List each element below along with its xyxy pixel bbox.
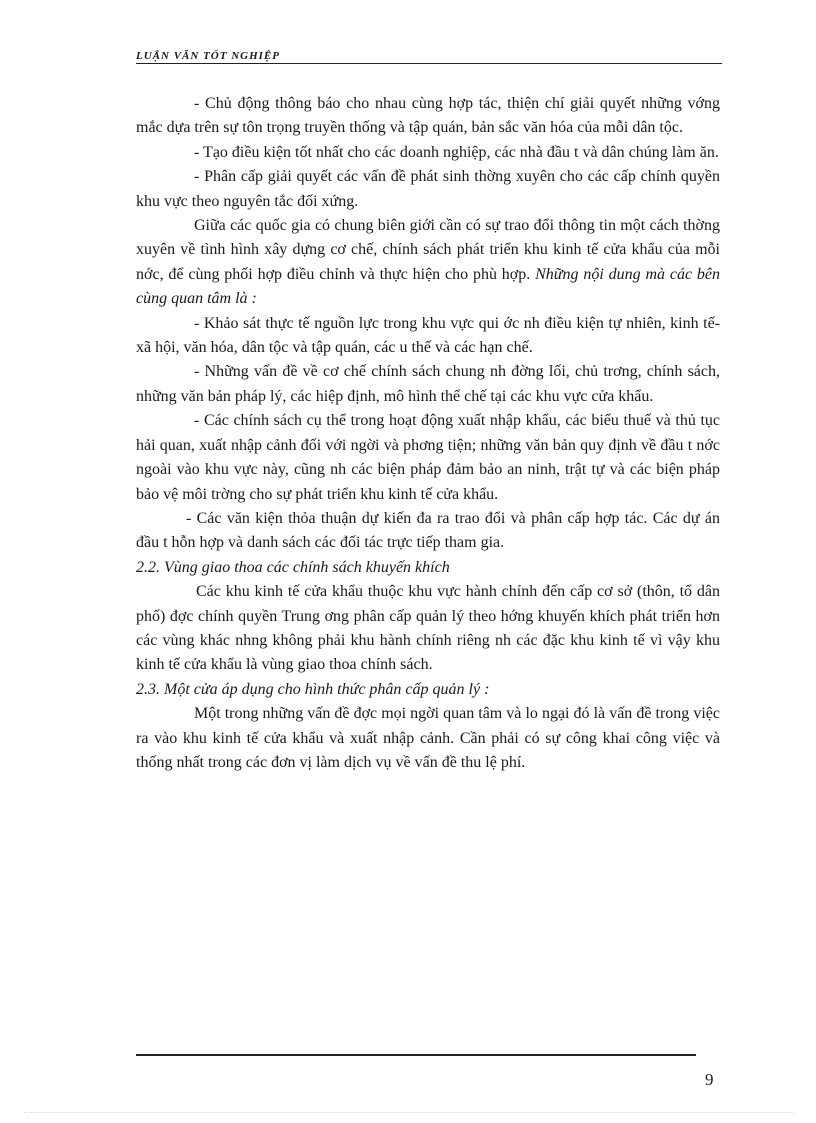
paragraph: - Những vấn đề về cơ chế chính sách chung nh đờng lối, chủ trơng, chính sách, những văn bản pháp lý, các hiệp định, mô hình thể chế tại các khu vực cửa khẩu.	[136, 363, 720, 405]
header-title: LUẬN VĂN TỐT NGHIỆP	[136, 50, 280, 62]
section-heading-2-2: 2.2. Vùng giao thoa các chính sách khuyến khích	[136, 558, 450, 576]
page-number: 9	[705, 1070, 714, 1089]
paragraph: - Phân cấp giải quyết các vấn đề phát sinh thờng xuyên cho các cấp chính quyền khu vực theo nguyên tắc đối xứng.	[136, 168, 720, 210]
page-bottom-border	[24, 1112, 794, 1113]
footer-rule	[136, 1054, 696, 1056]
italic-lead: Những nội dung mà các bên cùng quan tâm là :	[136, 265, 721, 308]
paragraph: - Chủ động thông báo cho nhau cùng hợp tác, thiện chí giải quyết những vớng mắc dựa trên sự tôn trọng truyền thống và tập quán, bản sắc văn hóa của mỗi dân tộc.	[136, 95, 720, 137]
header-rule	[136, 63, 722, 64]
section-heading-2-3: 2.3. Một cửa áp dụng cho hình thức phân cấp quản lý :	[136, 680, 490, 698]
paragraph: - Tạo điều kiện tốt nhất cho các doanh nghiệp, các nhà đầu t và dân chúng làm ăn.	[194, 143, 719, 161]
page-header	[136, 50, 722, 68]
paragraph: - Các văn kiện thỏa thuận dự kiến đa ra trao đổi và phân cấp hợp tác. Các dự án đầu t hỗn hợp và danh sách các đối tác trực tiếp tham gia.	[136, 509, 720, 552]
paragraph: - Các chính sách cụ thể trong hoạt động xuất nhập khẩu, các biểu thuế và thủ tục hải quan, xuất nhập cảnh đối với ngời và phơng tiện; những văn bản quy định về đầu t nớc ngoài vào khu vực này, cũng nh các biện pháp đảm bảo an ninh, trật tự và các biện pháp bảo vệ môi trờng cho sự phát triển khu kinh tế cửa khẩu.	[136, 412, 720, 503]
paragraph-text: Giữa các quốc gia có chung biên giới cần có sự trao đổi thông tin một cách thờng xuyên về tình hình xây dựng cơ chế, chính sách phát triển khu kinh tế cửa khẩu của mỗi nớc, để cùng phối hợp điều chỉnh và thực hiện cho phù hợp.	[136, 217, 720, 283]
paragraph: Một trong những vấn đề đợc mọi ngời quan tâm và lo ngại đó là vấn đề trong việc ra vào khu kinh tế cửa khẩu và xuất nhập cảnh. Cần phải có sự công khai công việc và thống nhất trong các đơn vị làm dịch vụ về vấn đề thu lệ phí.	[136, 705, 720, 771]
paragraph: Các khu kinh tế cửa khẩu thuộc khu vực hành chính đến cấp cơ sở (thôn, tổ dân phố) đợc chính quyền Trung ơng phân cấp quản lý theo hớng khuyến khích phát triển hơn các vùng khác nhng không phải khu hành chính riêng nh các đặc khu kinh tế vì vậy khu kinh tế cửa khẩu là vùng giao thoa chính sách.	[136, 583, 720, 674]
paragraph: - Khảo sát thực tế nguồn lực trong khu vực qui ớc nh điều kiện tự nhiên, kinh tế-xã hội, văn hóa, dân tộc và tập quán, các u thế và các hạn chế.	[136, 314, 720, 357]
paragraph	[136, 214, 720, 312]
body-text	[136, 92, 720, 775]
